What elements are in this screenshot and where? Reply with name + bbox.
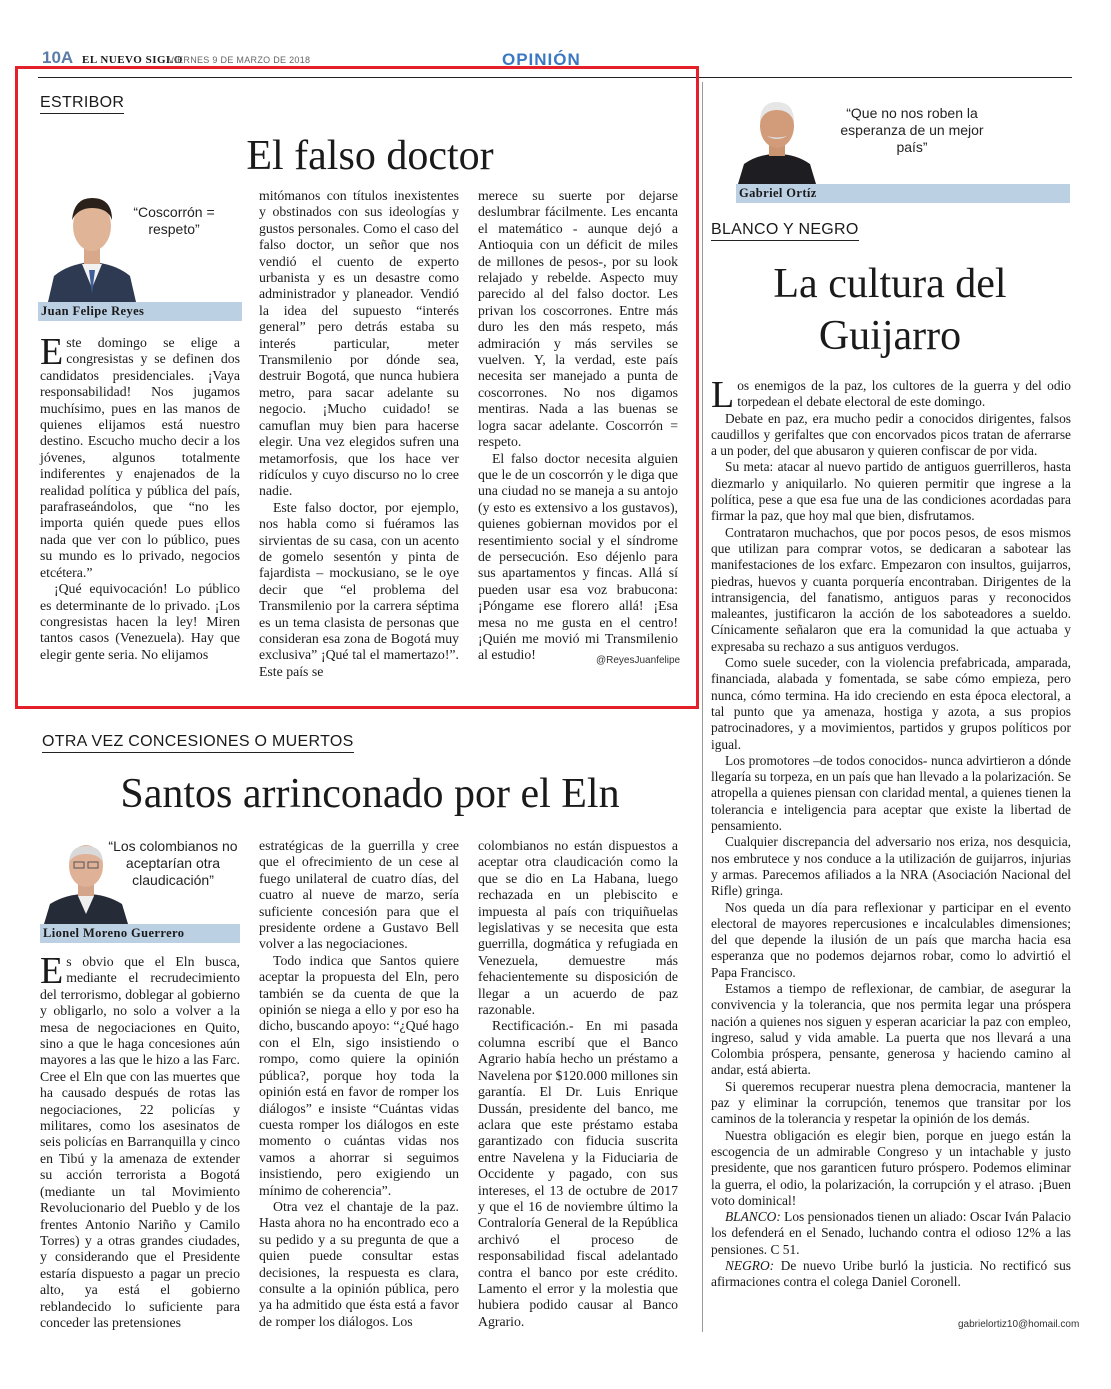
paragraph: Cualquier discrepancia del adversario nos eriza, nos desquicia, nos embrutece y nos conduce a la utilización de guijarros, injurias y armas. Parecemos afiliados a la NRA (Asociación Nacional del Rifle) gringa. (711, 834, 1071, 899)
page-number: 10A (42, 48, 74, 67)
paragraph: ¡Qué equivocación! Lo público es determinante de lo privado. ¡Los congresistas hacen la ley! Miren tantos casos (Venezuela). Hay que elegir gente seria. No elijamos (40, 581, 240, 662)
paragraph: Nuestra obligación es elegir bien, porque en juego están la escogencia de un admirable Congreso y un intachable y justo presidente, que nos garanticen futuro próspero. Podemos eliminar la guerra, el odio, la polarización, la corrupción y el atraso. ¡Buen voto dominical! (711, 1127, 1071, 1208)
blanco-kicker: BLANCO Y NEGRO (711, 221, 859, 241)
paragraph: Todo indica que Santos quiere aceptar la propuesta del Eln, pero también se da cuenta de que la opinión se niega a ello y por eso ha dicho, buscando apoyo: “¿Qué hago con el Eln, sigo insistiendo o rompo, como quiere la opinión pública?, porque hoy toda la opinión está en favor de romper los diálogos” e insiste “Cuántas vidas cuesta romper los diálogos en este momento o cuántas vidas nos vamos a ahorrar si seguimos insistiendo, pero exigiendo un mínimo de coherencia”. (259, 952, 459, 1198)
blanco-label: BLANCO: (725, 1209, 781, 1225)
paragraph: Como suele suceder, con la violencia prefabricada, amparada, financiada, alabada y fomentada, se sabe cómo empieza, pero nunca, cómo termina. Ha ido creciendo en esta época electoral, a tal punto que ya amenaza, hostiga y azota, a sus propios patrocinadores, y a movimientos, partidos y grupos políticos por igual. (711, 655, 1071, 752)
blanco-headline: La cultura del Guijarro (773, 261, 1007, 359)
estribor-headline: El falso doctor (246, 133, 494, 179)
author-name: Gabriel Ortíz (736, 184, 1070, 203)
negro-note (711, 1258, 1071, 1291)
paragraph: ste domingo se elige a congresistas y se definen dos candidatos presidenciales. ¡Vaya responsabilidad! Nos jugamos muchísimo, pues en las manos de quienes elijamos está nuestro destino. Escucho mucho decir a los jóvenes, algunos totalmente indiferentes y enajenados de la realidad política y pública del país, parafraseándolos, que “no les importa quién quede pues ellos nada que ver con lo público, pues su mundo es lo privado, negocios etcétera.” (40, 335, 240, 580)
dropcap: E (40, 950, 64, 992)
estribor-kicker: ESTRIBOR (40, 94, 124, 114)
paragraph: Este falso doctor, por ejemplo, nos habla como si fuéramos las sirvientas de su casa, con un acento de gomelo sesentón y pinta de fajardista – mockusiano, se le oye decir que “el problema del Transmilenio por la carrera séptima es un tema clasista de personas que consideran esa zona de Bogotá muy exclusiva” ¡Qué tal el mamertazo!”. Este país se (259, 499, 459, 679)
paragraph: El falso doctor necesita alguien que le de un coscorrón y le diga que una ciudad no se maneja a su antojo (y esto es extensivo a los gustavos), quienes gobiernan movidos por el resentimiento social y el síndrome de persecución. Eso déjenlo para sus apartamentos y fincas. Allá sí pueden usar esa voz brabucona: ¡Póngame ese florero allá! ¡Esa mesa no me gusta en el centro! ¡Quién me movió mi Transmilenio al estudio! (478, 450, 678, 663)
negro-text: De nuevo Uribe burló la justicia. No rectificó sus afirmaciones contra el colega Daniel Coronell. (711, 1258, 1071, 1290)
paragraph: s obvio que el Eln busca, mediante el recrudecimiento del terrorismo, doblegar al gobierno y obligarlo, no solo a volver a la mesa de negociaciones en Quito, sino a que le haga concesiones aún mayores a las que le hizo a las Farc. Cree el Eln que con las muertes que ha causado después de rotas las negociaciones, 22 policías y militares, como los asesinatos de seis policías en Barranquilla y cinco en Tibú y la amenaza de extender su acción terrorista a Bogotá (mediante un tal Movimiento Revolucionario del Pueblo y de los frentes Antonio Nariño y Camilo Torres) y a otras grandes ciudades, y considerando que el Presidente estaría dispuesto a pagar un precio alto, ya está el gobierno reblandecido lo suficiente para conceder las pretensiones (40, 954, 240, 1330)
paragraph: Debate en paz, era mucho pedir a conocidos dirigentes, falsos caudillos y gerifaltes que con encorvados picos tratan de aferrarse a un poder, del que abusaron y quieren confiscar de por vida. (711, 410, 1071, 459)
concesiones-col-2 (259, 838, 459, 1334)
paragraph: Si queremos recuperar nuestra plena democracia, mantener la paz y eliminar la corrupción, tenemos que transitar por los caminos de la tolerancia y respetar la opinión de los demás. (711, 1078, 1071, 1127)
concesiones-kicker: OTRA VEZ CONCESIONES O MUERTOS (42, 733, 354, 753)
section-title: OPINIÓN (502, 50, 581, 69)
estribor-col-1 (40, 331, 240, 670)
paragraph: Otra vez el chantaje de la paz. Hasta ahora no ha encontrado eco a su pedido y a su pregunta de que a quien puede consultar estas decisiones, la respuesta es clara, consulte a la opinión pública, pero ya ha admitido que ésta está a favor de romper los diálogos. Los (259, 1198, 459, 1329)
paragraph: Nos queda un día para reflexionar y participar en el evento electoral de mayores repercusiones e incalculables dimensiones; del que depende la ilusión de un país que marcha hacia esa esperanza que no podemos dejarnos robar, como lo advirtió el Papa Francisco. (711, 899, 1071, 980)
paragraph: Estamos a tiempo de reflexionar, de cambiar, de asegurar la convivencia y la tolerancia, que nos permita legar una próspera nación a quienes nos siguen y esperan acariciar la paz con empleo, ingreso, salud y vida amable. La puerta que nos llevará a una Colombia próspera, pensante, generosa y haciendo camino al andar, está abierta. (711, 980, 1071, 1078)
issue-date: VIERNES 9 DE MARZO DE 2018 (168, 55, 311, 65)
email-address: gabrielortiz10@homail.com (958, 1319, 1080, 1330)
concesiones-headline: Santos arrinconado por el Eln (120, 771, 620, 817)
blanco-text: Los pensionados tienen un aliado: Oscar Iván Palacio los defenderá en el Senado, luchando contra el odioso 12% a las pensiones. C 51. (711, 1209, 1071, 1257)
paper-name: EL NUEVO SIGLO (82, 54, 183, 66)
blanco-body (711, 374, 1071, 1318)
concesiones-quote: “Los colombianos no aceptarían otra claudicación” (108, 838, 238, 888)
twitter-handle: @ReyesJuanfelipe (596, 655, 681, 666)
blanco-note (711, 1209, 1071, 1258)
paragraph: Contrataron muchachos, que por pocos pesos, de esos mismos que utilizan para comprar votos, se dedicaran a sabotear las manifestaciones de los exfarc. Empezaron con insultos, guijarros, piedras, huevos y cuanta porquería encontraban. Dirigentes de la intransigencia, del fanatismo, antiguos paras y reconocidos maleantes, justificaron la acción de los saboteadores a sueldo. Cínicamente señalaron que era la comunidad la que actuaba y expresaba su rechazo a sus antiguos verdugos. (711, 524, 1071, 654)
concesiones-col-1 (40, 950, 240, 1334)
paragraph: Rectificación.- En mi pasada columna escribí que el Banco Agrario había hecho un préstamo a Navelena por $120.000 millones sin garantía. El Dr. Luis Enrique Dussán, presidente del banco, me aclara que este préstamo estaba garantizado con fiducia suscrita entre Navelena y la Fiduciaria de Occidente y pagado, con sus intereses, el 13 de octubre de 2017 y que el 16 de noviembre último la Contraloría General de la República archivó el proceso de responsabilidad fiscal adelantado contra el banco por este crédito. Lamento el error y la molestia que hubiera podido causar al Banco Agrario. (478, 1018, 678, 1329)
negro-label: NEGRO: (725, 1258, 775, 1274)
author-name: Juan Felipe Reyes (38, 302, 242, 321)
dropcap: E (40, 331, 64, 373)
paragraph: merece su suerte por dejarse deslumbrar fácilmente. Les encanta el matemático - aunque dejó a Antioquia con un déficit de miles de millones de pesos-, por su look relajado y rebelde. Aspecto muy parecido al del falso doctor. Les privan los coscorrones. Entre más duro les den más respeto, más admiración y más serviles se vuelven. Y, la verdad, este país necesita ser manejado a punta de coscorrones. No nos digamos mentiras. Nada a las buenas se logra sacar adelante. Coscorrón = respeto. (478, 188, 678, 450)
paragraph: Su meta: atacar al nuevo partido de antiguos guerrilleros, hasta diezmarlo y aniquilarlo. No quieren permitir que ingrese a la política, pese a que esa fue una de las condiciones acordadas para firmar la paz, que hoy mal que bien, disfrutamos. (711, 459, 1071, 524)
author-name: Lionel Moreno Guerrero (40, 924, 240, 943)
estribor-col-2 (259, 188, 459, 679)
column-divider (702, 82, 703, 1332)
concesiones-col-3 (478, 838, 678, 1334)
blanco-quote: “Que no nos roben la esperanza de un mejor país” (840, 105, 984, 155)
dropcap: L (711, 374, 735, 416)
paragraph: mitómanos con títulos inexistentes y obstinados con sus ideologías y gustos personales. Como el caso del falso doctor, un señor que nos vendió el cuento de experto urbanista y es un desastre como administrador y planeador. Vendió la idea del supuesto “interés general” pero detrás estaba su interés particular, meter Transmilenio por dónde sea, destruir Bogotá, que nunca hubiera metro, para sacar adelante su negocio. ¡Mucho cuidado! se camuflan muy bien para hacerse elegir. Una vez elegidos sufren una metamorfosis, que los hace ver ridículos y cuyo discurso no lo cree nadie. (259, 188, 459, 499)
paragraph: estratégicas de la guerrilla y cree que el ofrecimiento de un cese al fuego unilateral de cuatro días, del cuatro al nueve de marzo, sería suficiente concesión para que el presidente ordene a Gustavo Bell volver a las negociaciones. (259, 838, 459, 952)
paragraph: os enemigos de la paz, los cultores de la guerra y del odio torpedean el debate electoral de este domingo. (737, 378, 1071, 410)
paragraph: colombianos no están dispuestos a aceptar otra claudicación como la que se dio en La Habana, luego rechazada en un plebiscito e impuesta al país con triquiñuelas legislativas y se necesita que esta guerrilla, dogmática y refugiada en Venezuela, demuestre más fehacientemente su disposición de llegar a un acuerdo de paz razonable. (478, 838, 678, 1018)
estribor-quote: “Coscorrón = respeto” (133, 204, 215, 237)
author-photo (736, 92, 818, 184)
author-photo (38, 184, 146, 302)
paragraph: Los promotores –de todos conocidos- nunca advirtieron a dónde llegaría su torpeza, en un país que han llevado a la polarización. Se atropella a quienes piensan con claridad mental, a quienes tienen la tolerancia e inteligencia para aceptar que existe la libertad de pensamiento. (711, 752, 1071, 834)
